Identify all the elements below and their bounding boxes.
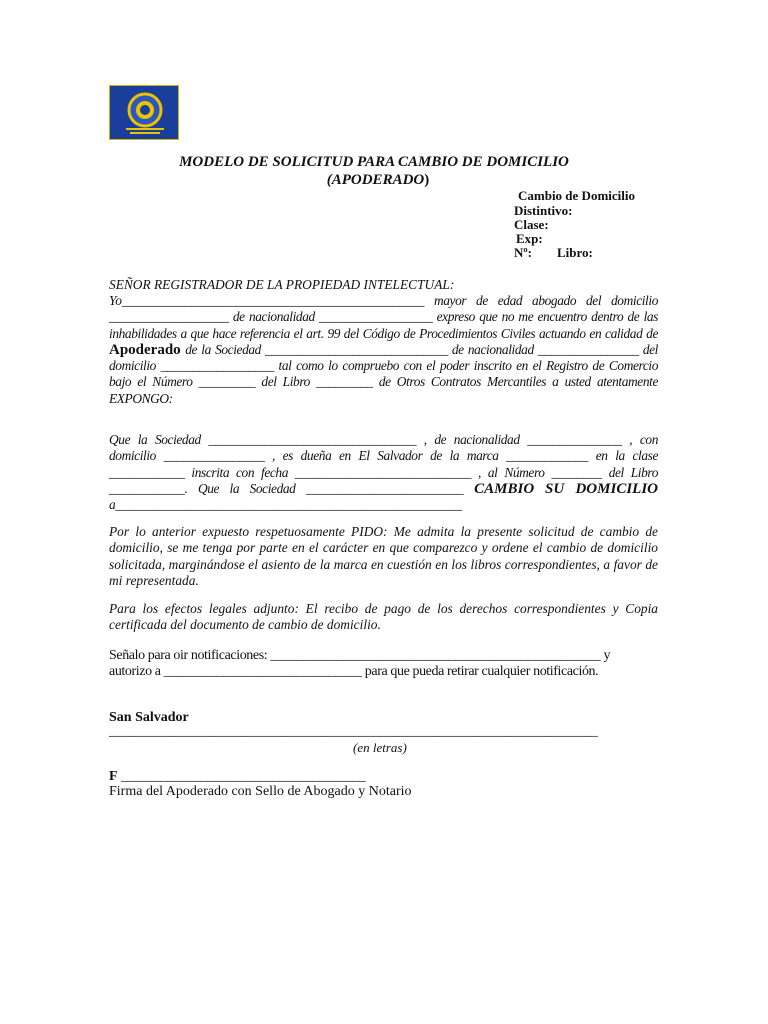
su-domicilio-label: SU DOMICILIO <box>545 480 658 497</box>
paragraph-declarant: Yo________________________________________________ mayor de edad abogado del domicilio ___________________ de nacionalidad __________________ expreso que no me encuentro dentro de las inhabilidades a que hace referencia el art. 99 del Código de Procedimientos Civiles actuando en calidad de Apoderado de la Sociedad _____________________________ de nacionalidad ________________ del domicilio __________________ tal como lo compruebo con el poder inscrito en el Registro de Comercio bajo el Número _________ del Libro _________ de Otros Contratos Mercantiles a usted atentamente EXPONGO: <box>109 293 658 406</box>
cambio-label: CAMBIO <box>474 480 535 497</box>
signature-caption: Firma del Apoderado con Sello de Abogado y Notario <box>109 784 412 799</box>
info-clase: Clase: <box>514 217 549 232</box>
apoderado-label: Apoderado <box>109 341 181 358</box>
info-exp: Exp: <box>516 231 543 246</box>
date-line: __________________________________________________________________________ <box>109 724 598 739</box>
authorization-line: autorizo a ______________________________ para que pueda retirar cualquier notificación. <box>109 664 599 679</box>
info-heading: Cambio de Domicilio <box>518 188 635 203</box>
logo-emblem-icon <box>110 86 180 141</box>
info-distintivo: Distintivo: <box>514 203 573 218</box>
date-hint: (en letras) <box>353 740 407 755</box>
notifications-line: Señalo para oir notificaciones: __________________________________________________ y <box>109 648 611 663</box>
document-title: MODELO DE SOLICITUD PARA CAMBIO DE DOMICILIO <box>179 154 569 170</box>
info-numero: Nº: <box>514 245 533 260</box>
paragraph-request: Por lo anterior expuesto respetuosamente PIDO: Me admita la presente solicitud de cambio de domicilio, se me tenga por parte en el carácter en que comparezco y ordene el cambio de domicilio solicitada, marginándose el asiento de la marca en cuestión en los libros correspondientes, a favor de mi representada. <box>109 524 658 588</box>
paragraph-attachments: Para los efectos legales adjunto: El recibo de pago de los derechos correspondientes y Copia certificada del documento de cambio de domicilio. <box>109 601 658 633</box>
registry-logo <box>109 85 179 140</box>
signature-line: F _____________________________________ <box>109 769 366 784</box>
document-subtitle: (APODERADO) <box>326 172 430 188</box>
info-libro: Libro: <box>557 245 593 260</box>
paragraph-company: Que la Sociedad _________________________________ , de nacionalidad _______________ , con domicilio ________________ , es dueña en El Salvador de la marca _____________ en la clase ____________ inscrita con fecha ____________________________ , al Número ________ del Libro ____________. Que la Sociedad _________________________ CAMBIO SU DOMICILIO a_______________________________________________________ <box>109 432 658 513</box>
city-label: San Salvador <box>109 710 189 725</box>
addressee: SEÑOR REGISTRADOR DE LA PROPIEDAD INTELECTUAL: <box>109 277 455 292</box>
